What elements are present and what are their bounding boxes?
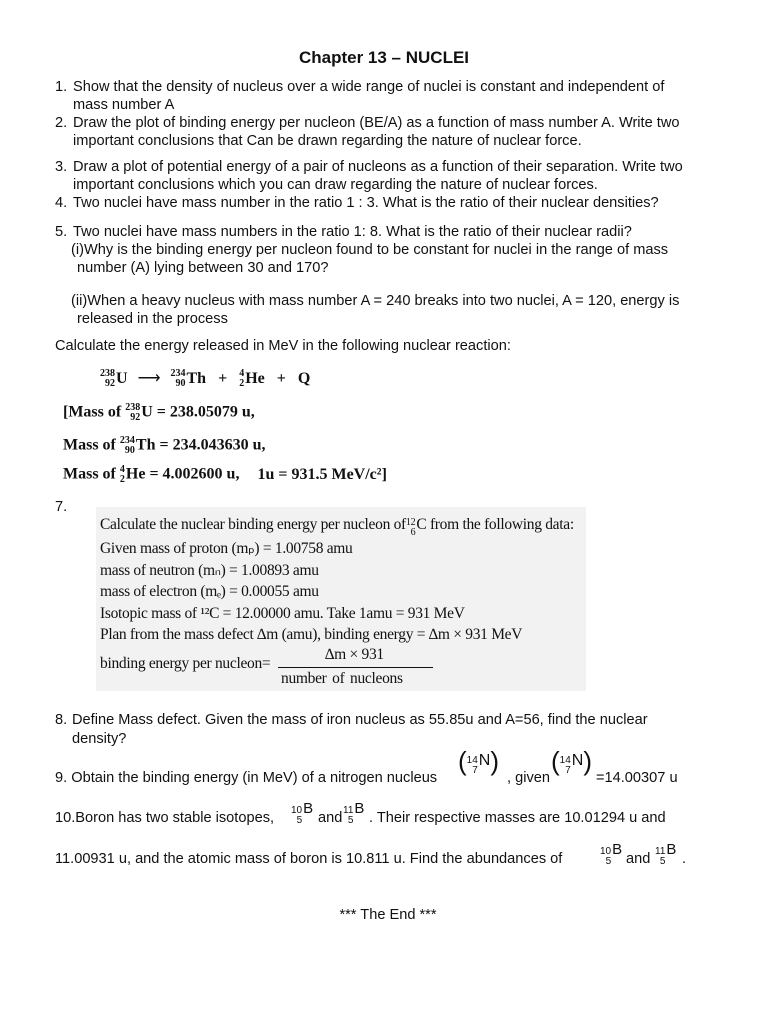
- he-isotope-label: [239, 369, 244, 389]
- c-mass-number: 12: [405, 517, 416, 528]
- b10-mass-number: 10: [600, 846, 612, 857]
- q9-nitrogen-notation-2: [551, 746, 593, 778]
- th-atomic-number: 90: [124, 445, 135, 456]
- u-symbol: U: [116, 370, 128, 387]
- n-mass-number: 14: [559, 755, 571, 767]
- plus-sign: +: [218, 370, 228, 387]
- th-mass-value: Th = 234.043630 u,: [135, 436, 266, 454]
- q8-line2: density?: [72, 731, 127, 747]
- he-isotope-label: [120, 465, 125, 485]
- q10-line1-end: . Their respective masses are 10.01294 u and: [369, 810, 666, 826]
- u-mass-number: 238: [100, 368, 115, 380]
- b-atomic-number: 5: [347, 815, 354, 826]
- q7-fraction-bar: [278, 667, 433, 668]
- left-paren: (: [458, 746, 467, 776]
- n-atomic-number: 7: [472, 765, 478, 777]
- he-mass-number: 4: [239, 368, 245, 380]
- th-isotope-label: [120, 436, 135, 456]
- he-symbol: He: [245, 370, 265, 387]
- q5-sub1-line1: (i)Why is the binding energy per nucleon found to be constant for nuclei in the range of mass: [71, 242, 669, 258]
- q10-boron10-a: [291, 800, 313, 826]
- th-atomic-number: 90: [175, 378, 186, 390]
- c-symbol: C: [416, 516, 427, 533]
- th-symbol: Th: [186, 370, 207, 387]
- b11-mass-number: 11: [343, 805, 354, 816]
- q1-line1: Show that the density of nucleus over a wide range of nuclei is constant and independent of: [73, 79, 665, 95]
- q7-line4: mass of electron (mₑ) = 0.00055 amu: [100, 583, 319, 600]
- b-atomic-number: 5: [296, 815, 303, 826]
- q7-fraction-denominator: number of nucleons: [281, 670, 403, 687]
- mass-of-uranium: [63, 403, 255, 423]
- q10-line1-start: 10.Boron has two stable isotopes,: [55, 810, 275, 826]
- he-atomic-number: 2: [239, 378, 245, 390]
- q10-boron11-a: [343, 800, 364, 826]
- mass-label: [Mass of: [63, 403, 122, 421]
- b-atomic-number: 5: [605, 856, 612, 867]
- u-isotope-label: [125, 403, 140, 423]
- q7-line5: Isotopic mass of ¹²C = 12.00000 amu. Take 1amu = 931 MeV: [100, 605, 465, 622]
- q7-number: 7.: [55, 499, 68, 515]
- q2-line1: Draw the plot of binding energy per nucleon (BE/A) as a function of mass number A. Write two: [73, 115, 680, 131]
- mass-label: Mass of: [63, 436, 116, 454]
- b10-isotope-label: [600, 847, 611, 867]
- q7-line7: binding energy per nucleon=: [100, 655, 271, 672]
- c-isotope-label: [406, 518, 415, 538]
- he-mass-number: 4: [119, 464, 125, 475]
- mass-of-helium: [63, 465, 387, 485]
- th-mass-number: 234: [119, 435, 135, 446]
- right-paren: ): [490, 746, 500, 776]
- nuclear-reaction: [100, 368, 310, 389]
- q8-number: 8.: [55, 712, 68, 728]
- b-symbol: B: [666, 841, 677, 858]
- mass-label: Mass of: [63, 465, 116, 483]
- q9-text: 9. Obtain the binding energy (in MeV) of a nitrogen nucleus: [55, 770, 438, 786]
- b-symbol: B: [354, 800, 365, 817]
- u-atomic-number: 92: [105, 378, 115, 390]
- q1-number: 1.: [55, 79, 68, 95]
- q3-line2: important conclusions which you can draw regarding the nature of nuclear forces.: [73, 177, 598, 193]
- u-mass-value: U = 238.05079 u,: [141, 403, 255, 421]
- page-title: Chapter 13 – NUCLEI: [298, 48, 470, 67]
- th-mass-number: 234: [170, 368, 186, 380]
- q1-line2: mass number A: [73, 97, 175, 113]
- q7-line2: Given mass of proton (mₚ) = 1.00758 amu: [100, 540, 353, 557]
- q4-line1: Two nuclei have mass number in the ratio 1 : 3. What is the ratio of their nuclear densities?: [73, 195, 659, 211]
- b11-isotope-label: [343, 806, 353, 826]
- n-atomic-number: 7: [565, 765, 571, 777]
- unit-conversion: 1u = 931.5 MeV/c²]: [257, 465, 387, 483]
- b-symbol: B: [612, 841, 623, 858]
- n-mass-number: 14: [466, 755, 478, 767]
- right-paren: ): [583, 746, 593, 776]
- q10-line2: 11.00931 u, and the atomic mass of boron is 10.811 u. Find the abundances of: [55, 851, 563, 867]
- n-isotope-label: [560, 756, 571, 776]
- plus-sign: +: [276, 370, 286, 387]
- q9-nitrogen-notation-1: [458, 746, 500, 778]
- b11-isotope-label: [655, 847, 665, 867]
- q10-and-1: and: [318, 810, 343, 826]
- q-energy: Q: [297, 370, 311, 387]
- b-atomic-number: 5: [659, 856, 666, 867]
- reaction-arrow-icon: ⟶: [137, 370, 161, 387]
- b10-mass-number: 10: [291, 805, 303, 816]
- q7-line1-end: from the following data:: [426, 516, 574, 533]
- q3-line1: Draw a plot of potential energy of a pair of nucleons as a function of their separation. Write two: [73, 159, 683, 175]
- q7-line3: mass of neutron (mₙ) = 1.00893 amu: [100, 562, 319, 579]
- he-atomic-number: 2: [119, 474, 125, 485]
- q7-fraction-numerator: ∆m × 931: [325, 646, 384, 663]
- b10-isotope-label: [291, 806, 302, 826]
- q6-prompt: Calculate the energy released in MeV in the following nuclear reaction:: [55, 338, 511, 354]
- n-symbol: N: [571, 752, 584, 770]
- q10-boron11-b: [655, 841, 676, 867]
- q4-number: 4.: [55, 195, 68, 211]
- left-paren: (: [551, 746, 560, 776]
- n-isotope-label: [467, 756, 478, 776]
- u-mass-number: 238: [125, 402, 141, 413]
- q7-line1-text: Calculate the nuclear binding energy per nucleon of: [100, 516, 406, 533]
- mass-of-thorium: [63, 436, 265, 456]
- c-atomic-number: 6: [410, 527, 416, 538]
- he-mass-value: He = 4.002600 u,: [125, 465, 240, 483]
- b-symbol: B: [303, 800, 314, 817]
- q2-number: 2.: [55, 115, 68, 131]
- the-end-footer: *** The End ***: [339, 907, 437, 923]
- q2-line2: important conclusions that Can be drawn regarding the nature of nuclear force.: [73, 133, 582, 149]
- q10-end-period: .: [682, 851, 687, 867]
- b11-mass-number: 11: [655, 846, 666, 857]
- q5-sub2-line2: released in the process: [77, 311, 228, 327]
- q5-number: 5.: [55, 224, 68, 240]
- q7-line6: Plan from the mass defect ∆m (amu), binding energy = ∆m × 931 MeV: [100, 626, 523, 643]
- q9-value: =14.00307 u: [596, 770, 678, 786]
- q9-given: , given: [507, 770, 550, 786]
- q5-line1: Two nuclei have mass numbers in the ratio 1: 8. What is the ratio of their nuclear radii?: [73, 224, 632, 240]
- n-symbol: N: [478, 752, 491, 770]
- q10-boron10-b: [600, 841, 622, 867]
- q10-and-2: and: [626, 851, 651, 867]
- q5-sub1-line2: number (A) lying between 30 and 170?: [77, 260, 329, 276]
- u-atomic-number: 92: [130, 412, 141, 423]
- th-isotope-label: [171, 369, 186, 389]
- q8-line1: Define Mass defect. Given the mass of iron nucleus as 55.85u and A=56, find the nuclear: [72, 712, 648, 728]
- q3-number: 3.: [55, 159, 68, 175]
- u-isotope-label: [100, 369, 115, 389]
- q5-sub2-line1: (ii)When a heavy nucleus with mass number A = 240 breaks into two nuclei, A = 120, energy is: [71, 293, 680, 309]
